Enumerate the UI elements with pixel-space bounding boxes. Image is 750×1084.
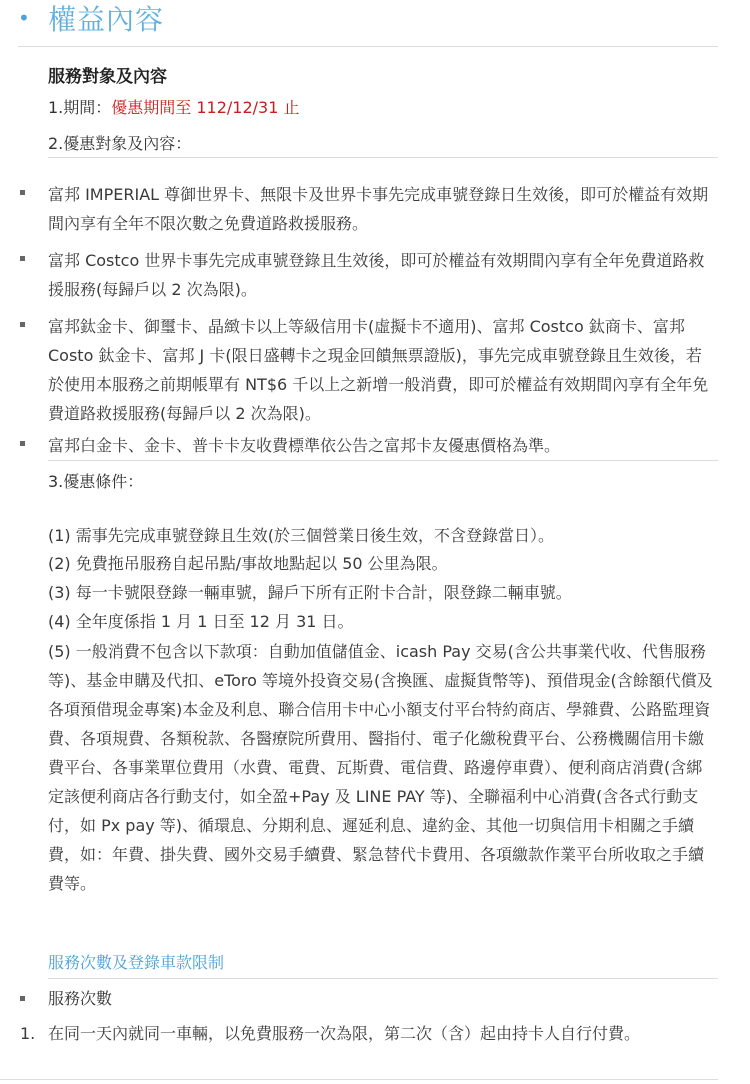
list-item: 富邦白金卡、金卡、普卡卡友收費標準依公告之富邦卡友優惠價格為準。 bbox=[48, 436, 561, 455]
bullet-dot-icon: • bbox=[18, 6, 30, 30]
condition-item: (2) 免費拖吊服務自起吊點/事故地點起以 50 公里為限。 bbox=[48, 554, 448, 573]
conditions-label: 3.優惠條件： bbox=[48, 472, 144, 491]
divider bbox=[48, 157, 718, 158]
period-label: 1.期間： bbox=[48, 98, 112, 117]
list-item: 富邦鈦金卡、御璽卡、晶緻卡以上等級信用卡(虛擬卡不適用)、富邦 Costco 鈦商卡、富邦 Costo 鈦金卡、富邦 J 卡(限日盛轉卡之現金回饋無票證版)，事先完成車號登錄且生效後，若於使用本服務之前期帳單有 NT$6 千以上之新增一般消費，即可於權益有效期間內享有全年免費道路救援服務(每歸戶以 2 次為限)。 bbox=[48, 317, 709, 423]
square-bullet-icon bbox=[20, 441, 25, 446]
divider bbox=[0, 1079, 718, 1080]
divider bbox=[48, 460, 718, 461]
square-bullet-icon bbox=[20, 996, 25, 1001]
service-count-label: 服務次數 bbox=[48, 989, 113, 1008]
condition-item: (1) 需事先完成車號登錄且生效(於三個營業日後生效，不含登錄當日）。 bbox=[48, 526, 554, 545]
divider bbox=[48, 978, 718, 979]
list-item: 富邦 Costco 世界卡事先完成車號登錄且生效後，即可於權益有效期間內享有全年免費道路救援服務(每歸戶以 2 次為限)。 bbox=[48, 251, 705, 299]
condition-item: (5) 一般消費不包含以下款項：自動加值儲值金、icash Pay 交易(含公共事業代收、代售服務等)、基金申購及代扣、eToro 等境外投資交易(含換匯、虛擬貨幣等)、預借現金(含餘額代償及各項預借現金專案)本金及利息、聯合信用卡中心小額支付平台特約商店、學雜費、公路監理資費、各項規費、各類稅款、各醫療院所費用、醫指付、電子化繳稅費平台、公務機關信用卡繳費平台、各事業單位費用（水費、電費、瓦斯費、電信費、路邊停車費）、便利商店消費(含綁定該便利商店各行動支付，如全盈+Pay 及 LINE PAY 等)、全聯福利中心消費(含各式行動支付，如 Px pay 等)、循環息、分期利息、遲延利息、違約金、其他一切與信用卡相關之手續費，如：年費、掛失費、國外交易手續費、緊急替代卡費用、各項繳款作業平台所收取之手續費等。 bbox=[48, 642, 713, 893]
service-heading: 服務對象及內容 bbox=[48, 67, 167, 87]
condition-item: (4) 全年度係指 1 月 1 日至 12 月 31 日。 bbox=[48, 612, 354, 631]
square-bullet-icon bbox=[20, 322, 25, 327]
targets-label: 2.優惠對象及內容： bbox=[48, 134, 192, 153]
condition-item: (3) 每一卡號限登錄一輛車號，歸戶下所有正附卡合計，限登錄二輛車號。 bbox=[48, 583, 572, 602]
period-line bbox=[48, 95, 300, 121]
square-bullet-icon bbox=[20, 256, 25, 261]
list-item: 富邦 IMPERIAL 尊御世界卡、無限卡及世界卡事先完成車號登錄日生效後，即可於權益有效期間內享有全年不限次數之免費道路救援服務。 bbox=[48, 185, 709, 233]
section-header bbox=[18, 0, 718, 47]
limits-heading: 服務次數及登錄車款限制 bbox=[48, 953, 225, 972]
period-value: 優惠期間至 112/12/31 止 bbox=[111, 98, 300, 117]
section-title: 權益內容 bbox=[48, 3, 165, 36]
square-bullet-icon bbox=[20, 190, 25, 195]
rule-text: 在同一天內就同一車輛，以免費服務一次為限，第二次（含）起由持卡人自行付費。 bbox=[48, 1024, 641, 1043]
rule-number: 1. bbox=[20, 1024, 36, 1043]
